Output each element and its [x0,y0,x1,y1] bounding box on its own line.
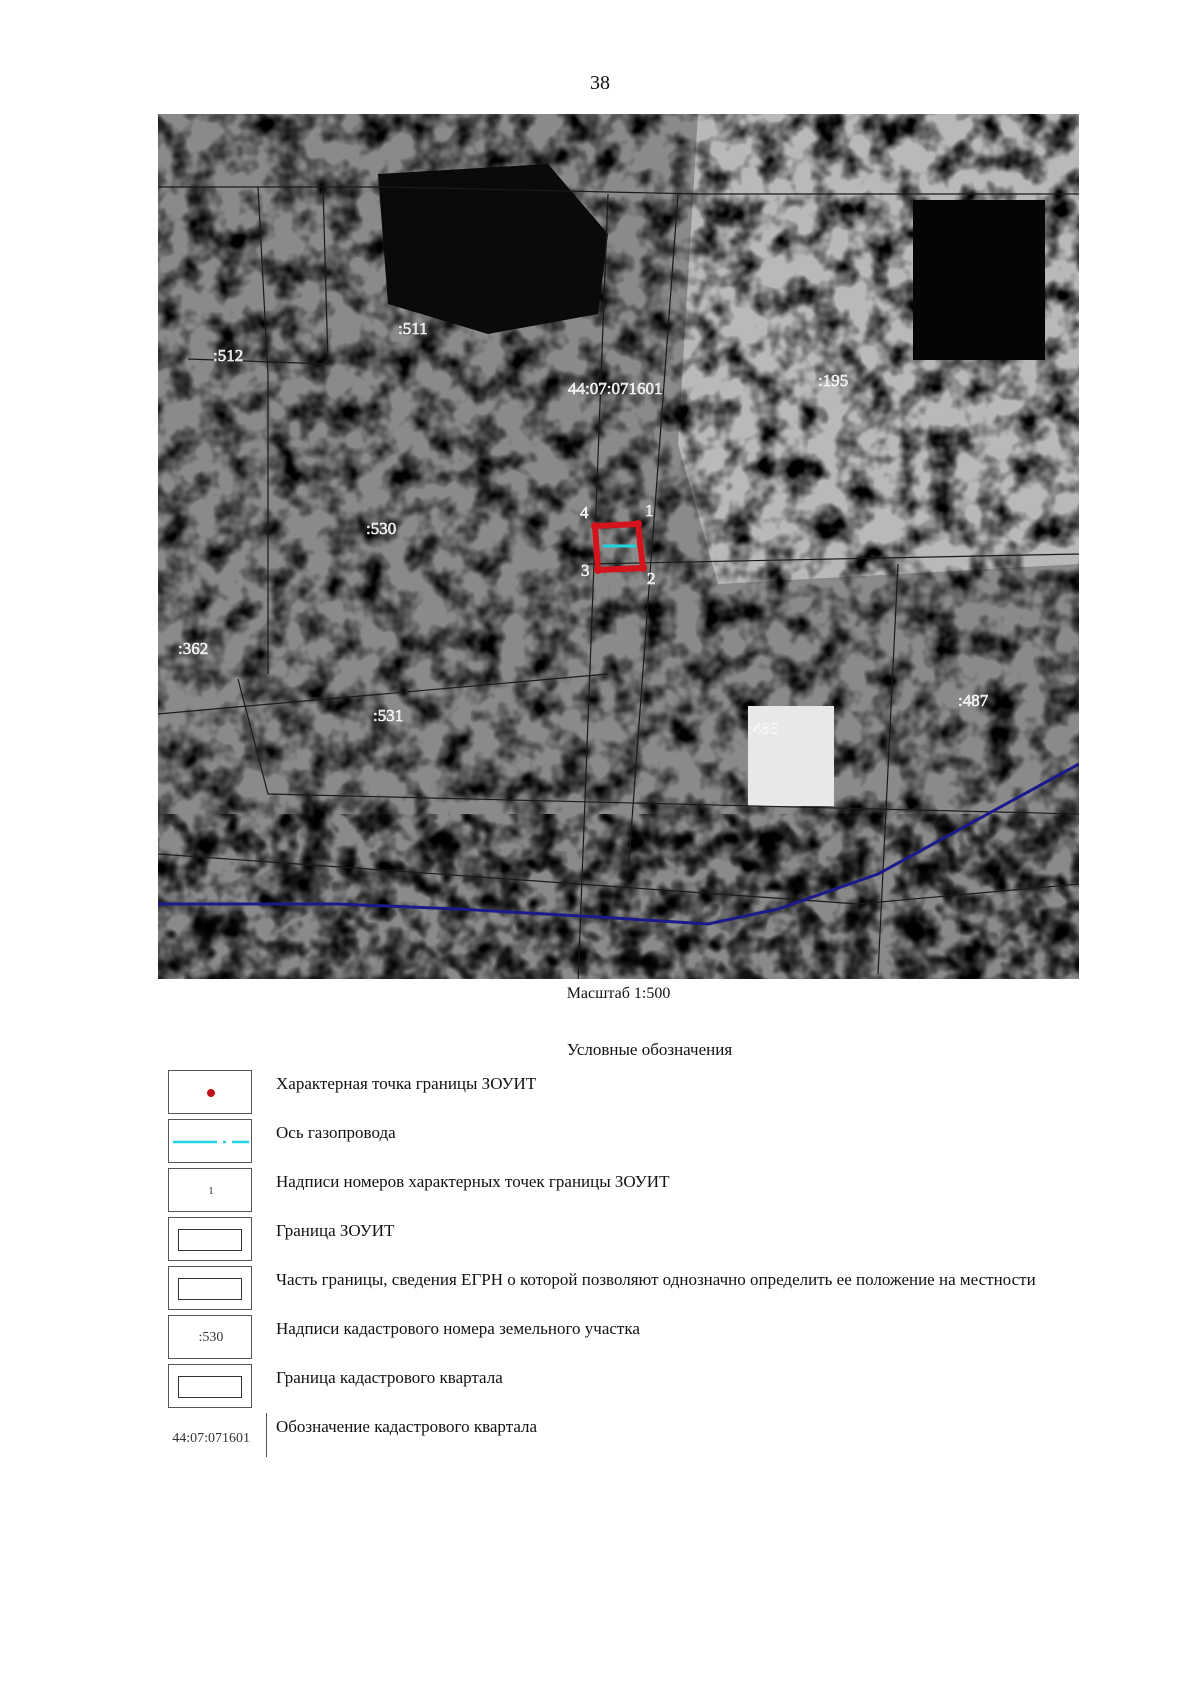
legend-label: Часть границы, сведения ЕГРН о которой позволяют однозначно определить ее положение на местности [276,1270,1036,1289]
quarter-label-sample: 44:07:071601 [172,1431,250,1446]
legend-symbol-gas-axis [168,1119,252,1163]
legend-item-quarter-label [168,1413,1128,1459]
zouit-point-2 [639,564,647,572]
parcel-label-362: :362 [178,639,209,658]
legend-label: Надписи номеров характерных точек границы ЗОУИТ [276,1172,670,1191]
map-canvas [158,114,1079,979]
legend-label: Ось газопровода [276,1123,396,1142]
point-label-4: 4 [580,503,589,522]
legend-symbol-parcel-number [168,1315,252,1359]
parcel-label-195: :195 [818,371,849,390]
parcel-label-487: :487 [958,691,989,710]
legend-label: Надписи кадастрового номера земельного участка [276,1319,640,1338]
legend-symbol-zouit-boundary [168,1217,252,1261]
zouit-point-4 [591,522,599,530]
boundary-rect-icon [178,1278,242,1300]
building-dark [913,200,1045,360]
legend-item-quarter-boundary [168,1364,1128,1410]
point-label-1: 1 [645,501,654,520]
gas-axis-icon [173,1140,249,1144]
legend-title: Условные обозначения [566,1040,733,1059]
map-scale: Масштаб 1:500 [566,985,671,1002]
legend-symbol-point [168,1070,252,1114]
parcel-label-512: :512 [213,346,244,365]
parcel-label-486: :486 [748,719,779,738]
zouit-point-3 [594,566,602,574]
quarter-label: 44:07:071601 [568,379,663,398]
legend-symbol-quarter-boundary [168,1364,252,1408]
legend-label: Обозначение кадастрового квартала [276,1417,538,1436]
parcel-label-511: :511 [398,319,428,338]
point-label-3: 3 [581,561,590,580]
legend-label: Характерная точка границы ЗОУИТ [276,1074,537,1093]
boundary-rect-icon [178,1229,242,1251]
legend-item-zouit-boundary [168,1217,1128,1263]
legend-item-point-number [168,1168,1128,1214]
legend-symbol-point-number [168,1168,252,1212]
legend-item-point [168,1070,1128,1116]
point-number-sample: 1 [208,1185,214,1197]
parcel-label-530: :530 [366,519,397,538]
zouit-point-1 [634,520,642,528]
cadastral-map[interactable] [158,114,1079,979]
parcel-number-sample: :530 [198,1330,224,1345]
legend-item-egrn-boundary [168,1266,1128,1312]
boundary-point-icon [207,1089,215,1097]
legend-label: Граница кадастрового квартала [276,1368,503,1387]
legend-label: Граница ЗОУИТ [276,1221,395,1240]
page-number: 38 [590,72,610,94]
legend-symbol-egrn-boundary [168,1266,252,1310]
boundary-rect-icon [178,1376,242,1398]
point-label-2: 2 [647,569,656,588]
legend-symbol-quarter-label [156,1413,267,1457]
legend-item-gas-axis [168,1119,1128,1165]
parcel-label-531: :531 [373,706,404,725]
legend-item-parcel-number [168,1315,1128,1361]
